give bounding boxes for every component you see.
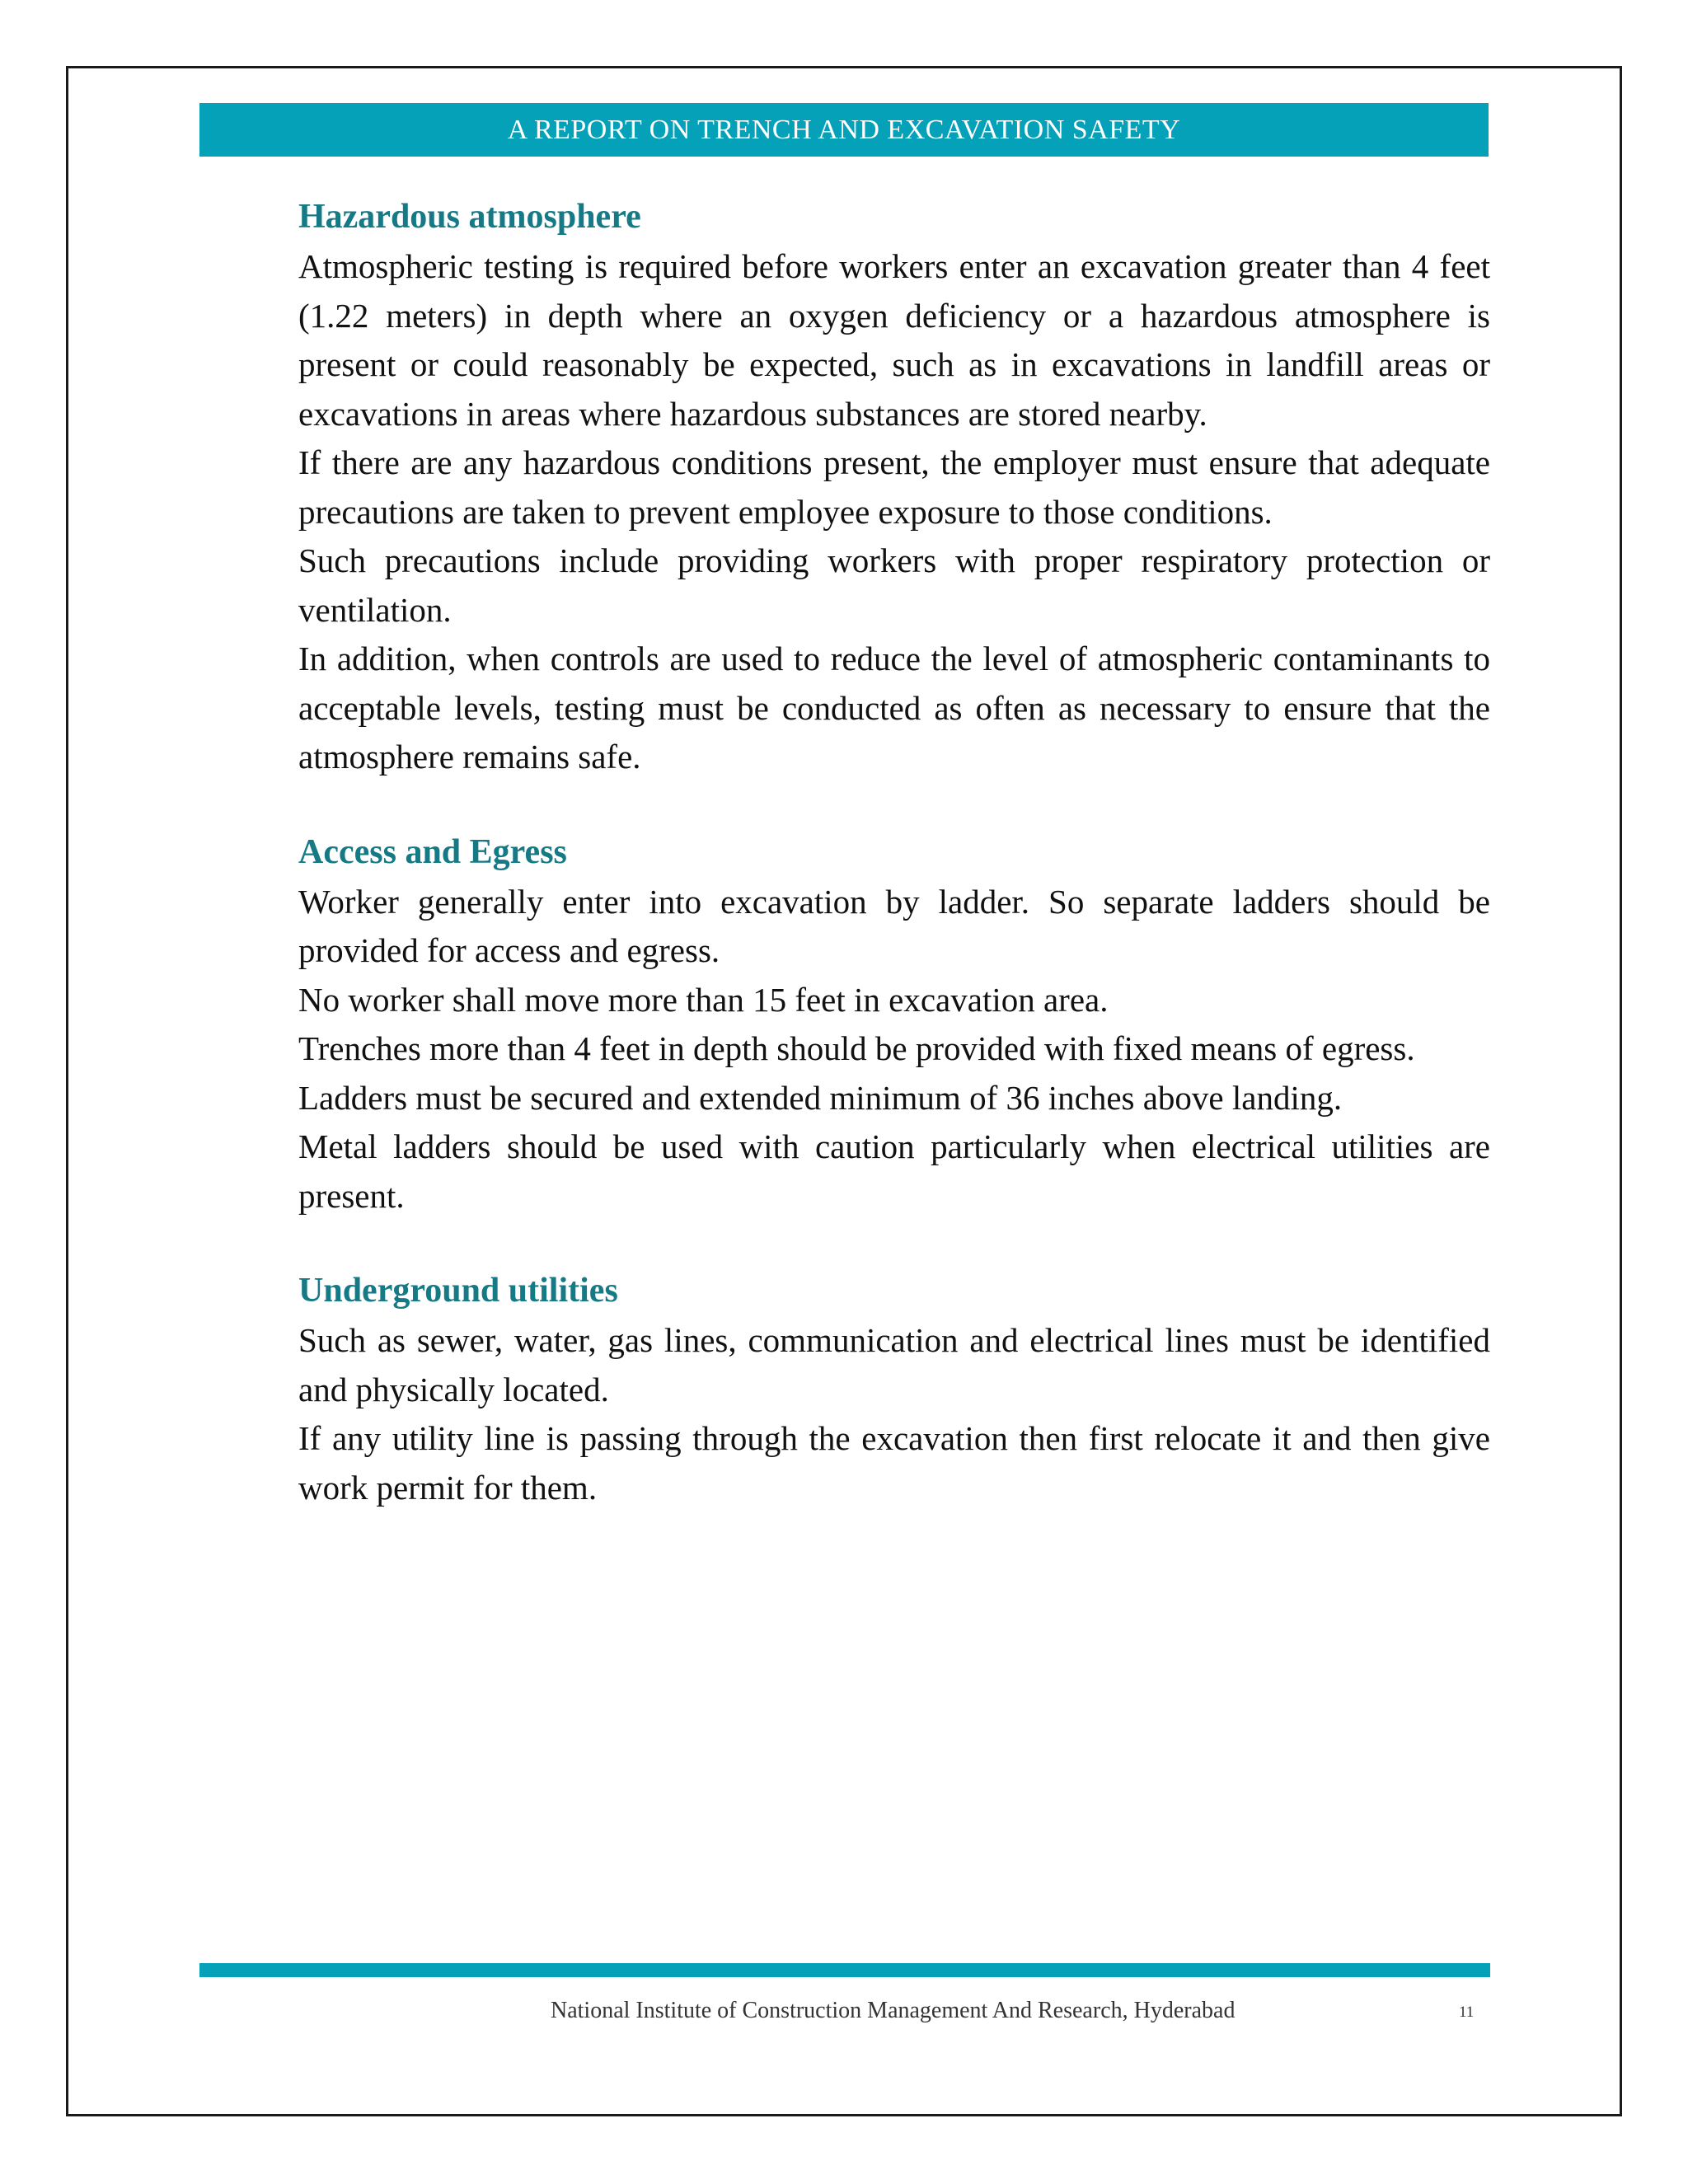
page-content — [298, 191, 1490, 1557]
paragraph: Metal ladders should be used with caution particularly when electrical utilities are present. — [298, 1127, 1490, 1215]
paragraph: Atmospheric testing is required before workers enter an excavation greater than 4 feet (1.22 meters) in depth where an oxygen deficiency or a hazardous atmosphere is present or could reasonably be expected, such as in excavations in landfill areas or excavations in areas where hazardous substances are stored nearby. — [298, 247, 1490, 433]
paragraph: Ladders must be secured and extended minimum of 36 inches above landing. — [298, 1078, 1343, 1117]
paragraph: Such as sewer, water, gas lines, communication and electrical lines must be identified and physically located. — [298, 1321, 1490, 1408]
section-hazardous-atmosphere — [298, 191, 1490, 782]
section-access-and-egress — [298, 827, 1490, 1221]
paragraph: Worker generally enter into excavation by ladder. So separate ladders should be provided for access and egress. — [298, 882, 1490, 969]
paragraph: If there are any hazardous conditions present, the employer must ensure that adequate precautions are taken to prevent employee exposure to those conditions. — [298, 443, 1490, 531]
section-heading: Access and Egress — [298, 832, 567, 871]
report-title: A REPORT ON TRENCH AND EXCAVATION SAFETY — [507, 114, 1181, 145]
section-heading: Hazardous atmosphere — [298, 198, 641, 236]
header-bar — [199, 103, 1489, 157]
footer-institute: National Institute of Construction Management And Research, Hyderabad — [551, 1998, 1236, 2023]
paragraph: In addition, when controls are used to reduce the level of atmospheric contaminants to acceptable levels, testing must be conducted as often as necessary to ensure that the atmosphere remains safe. — [298, 640, 1490, 776]
paragraph: Such precautions include providing workers with proper respiratory protection or ventilation. — [298, 541, 1490, 629]
section-underground-utilities — [298, 1265, 1490, 1512]
footer-bar — [199, 1963, 1490, 1977]
paragraph: No worker shall move more than 15 feet in excavation area. — [298, 980, 1109, 1019]
section-heading: Underground utilities — [298, 1272, 618, 1310]
paragraph: If any utility line is passing through the excavation then first relocate it and then give work permit for them. — [298, 1419, 1490, 1507]
paragraph: Trenches more than 4 feet in depth should be provided with fixed means of egress. — [298, 1029, 1415, 1067]
page-number: 11 — [1459, 2004, 1475, 2021]
